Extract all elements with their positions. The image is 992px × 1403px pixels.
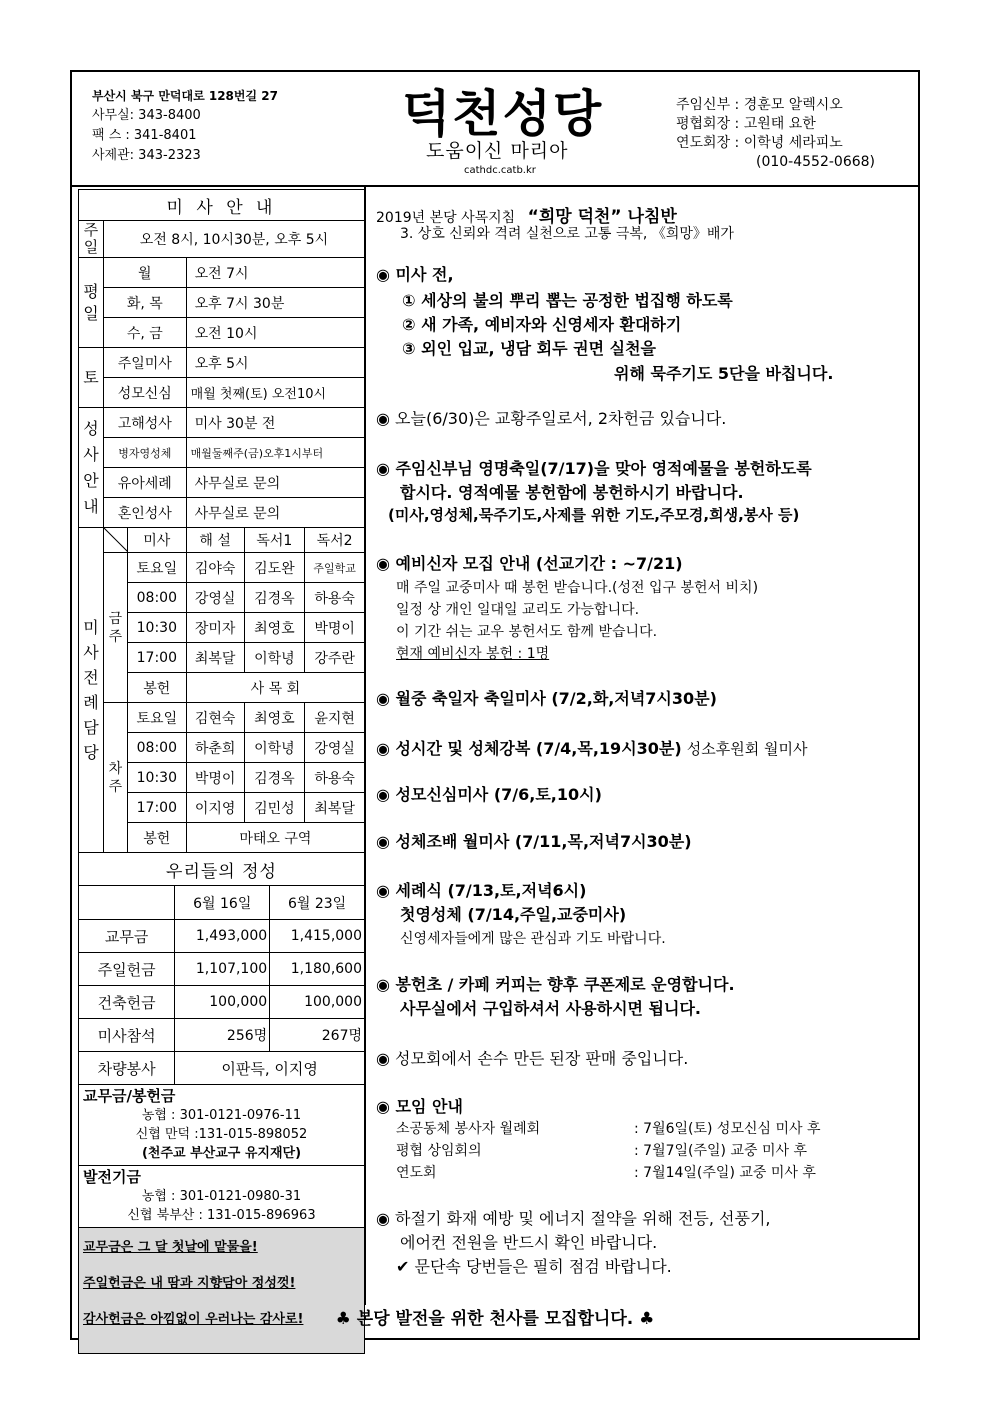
notice-line: 이 기간 쉬는 교우 봉헌서도 함께 받습니다.	[396, 624, 658, 640]
staff-phone: (010-4552-0668)	[756, 154, 876, 170]
staff-yeondo: 연도회장 : 이학녕 세라피노	[676, 135, 843, 151]
offerings-value: 1,107,100	[175, 953, 270, 986]
offerings-label: 건축헌금	[79, 986, 175, 1019]
duty-cell: 강영실	[186, 583, 244, 613]
duty-cell: 이지영	[186, 793, 244, 823]
parish-subtitle: 도움이신 마리아	[426, 140, 569, 162]
sacrament-name: 고해성사	[103, 408, 186, 438]
duty-cell: 17:00	[127, 643, 186, 673]
offerings-value: 1,415,000	[270, 920, 365, 953]
duty-cell: 주일학교	[305, 553, 365, 583]
duty-header: 해 설	[186, 528, 244, 553]
duty-label: 미 사 전 례 담 당	[79, 528, 104, 853]
meeting-when: : 7월6일(토) 성모신심 미사 후	[634, 1121, 821, 1137]
sacrament-info: 사무실로 문의	[186, 468, 364, 498]
duty-cell: 최영호	[244, 613, 305, 643]
notice-feast-3: (미사,영성체,묵주기도,사제를 위한 기도,주모경,희생,봉사 등)	[388, 506, 800, 524]
notice-catechumen: ◉ 예비신자 모집 안내 (선교기간 : ~7/21)	[376, 554, 683, 573]
holy-hour-tail: 성소후원회 월미사	[686, 740, 808, 758]
parish-title: 덕천성당	[402, 85, 604, 143]
duty-header: 독서2	[305, 528, 365, 553]
offering-label: 봉헌	[127, 823, 186, 853]
saturday-time: 오후 5시	[186, 348, 364, 378]
sacrament-name: 혼인성사	[103, 498, 186, 528]
duty-cell: 최복달	[186, 643, 244, 673]
blank-cell	[79, 886, 175, 920]
sacrament-name: 병자영성체	[103, 438, 186, 468]
offerings-value: 100,000	[175, 986, 270, 1019]
account-line: 신협 만덕 :131-015-898052	[135, 1127, 308, 1142]
offerings-label: 교무금	[79, 920, 175, 953]
account-a-title: 교무금/봉헌금	[83, 1087, 176, 1105]
diagonal-cell	[103, 528, 127, 553]
notice-line: 일정 상 개인 일대일 교리도 가능합니다.	[396, 602, 640, 618]
notice-adoration: ◉ 성체조배 월미사 (7/11,목,저녁7시30분)	[376, 832, 692, 851]
offerings-value: 1,493,000	[175, 920, 270, 953]
duty-header: 미사	[127, 528, 186, 553]
holy-hour-main: ◉ 성시간 및 성체강복 (7/4,목,19시30분)	[376, 739, 682, 758]
duty-cell: 최복달	[305, 793, 365, 823]
account-b-title: 발전기금	[83, 1168, 141, 1186]
notice-line: 신영세자들에게 많은 관심과 기도 바랍니다.	[400, 931, 666, 947]
staff-pastor: 주임신부 : 경훈모 알렉시오	[676, 97, 843, 113]
account-line: (천주교 부산교구 유지재단)	[141, 1146, 302, 1161]
duty-cell: 10:30	[127, 763, 186, 793]
notice-meetings: ◉ 모임 안내	[376, 1097, 463, 1116]
offerings-value: 267명	[270, 1019, 365, 1052]
duty-cell: 토요일	[127, 553, 186, 583]
notice-item: ③ 외인 입교, 냉담 회두 권면 실천을	[402, 339, 656, 358]
notice-coupon-2: 사무실에서 구입하셔서 사용하시면 됩니다.	[400, 999, 701, 1018]
duty-cell: 김경옥	[244, 583, 305, 613]
bulletin-frame	[70, 70, 920, 1340]
meeting-when: : 7월7일(주일) 교중 미사 후	[634, 1143, 807, 1159]
duty-cell: 김민성	[244, 793, 305, 823]
notice-energy-3: ✔ 문단속 당번들은 필히 점검 바랍니다.	[396, 1257, 672, 1276]
notice-pope-sunday: ◉ 오늘(6/30)은 교황주일로서, 2차헌금 있습니다.	[376, 409, 727, 428]
slogan: 교무금은 그 달 첫날에 맡물을!	[83, 1240, 258, 1255]
duty-cell: 10:30	[127, 613, 186, 643]
duty-header: 독서1	[244, 528, 305, 553]
mass-title: 미 사 안 내	[79, 190, 365, 221]
notice-pre-mass: ◉ 미사 전,	[376, 265, 454, 284]
offerings-value: 1,180,600	[270, 953, 365, 986]
volunteer-label: 차량봉사	[79, 1052, 175, 1085]
duty-cell: 강영실	[305, 733, 365, 763]
rectory-phone: 사제관: 343-2323	[92, 148, 201, 163]
header	[72, 72, 918, 187]
notice-marian-mass: ◉ 성모신심미사 (7/6,토,10시)	[376, 785, 602, 804]
volunteer-names: 이판득, 이지영	[175, 1052, 365, 1085]
weekday-day: 화, 목	[103, 288, 186, 318]
notice-item-end: 위해 묵주기도 5단을 바칩니다.	[614, 364, 834, 383]
notice-first-communion: 첫영성체 (7/14,주일,교중미사)	[400, 905, 627, 924]
saturday-label: 토	[79, 348, 104, 408]
account-line: 농협 : 301-0121-0976-11	[141, 1108, 302, 1123]
duty-cell: 08:00	[127, 733, 186, 763]
office-phone: 사무실: 343-8400	[92, 108, 201, 123]
sacrament-name: 유아세례	[103, 468, 186, 498]
offerings-title: 우리들의 정성	[79, 853, 365, 886]
weekday-time: 오후 7시 30분	[186, 288, 364, 318]
notice-energy: ◉ 하절기 화재 예방 및 에너지 절약을 위해 전등, 선풍기,	[376, 1209, 771, 1228]
mass-table	[78, 189, 365, 528]
meeting-name: 평협 상임회의	[396, 1143, 482, 1159]
parish-url[interactable]: cathdc.catb.kr	[464, 165, 536, 176]
duty-cell: 최영호	[244, 703, 305, 733]
meeting-when: : 7월14일(주일) 교중 미사 후	[634, 1165, 816, 1181]
sacrament-label: 성 사 안 내	[79, 408, 104, 528]
week2-label: 차 주	[103, 703, 127, 853]
saturday-item: 성모신심	[103, 378, 186, 408]
week1-label: 금 주	[103, 553, 127, 703]
offerings-value: 256명	[175, 1019, 270, 1052]
offering-label: 봉헌	[127, 673, 186, 703]
weekday-day: 수, 금	[103, 318, 186, 348]
notice-doenjang: ◉ 성모회에서 손수 만든 된장 판매 중입니다.	[376, 1049, 689, 1068]
offerings-col: 6월 16일	[175, 886, 270, 920]
meeting-name: 연도회	[396, 1165, 437, 1181]
slogan-box	[78, 1228, 365, 1354]
duty-cell: 김경옥	[244, 763, 305, 793]
notice-item: ② 새 가족, 예비자와 신영세자 환대하기	[402, 315, 682, 334]
sunday-label: 주 일	[79, 221, 104, 258]
duty-cell: 이학녕	[244, 643, 305, 673]
notice-feast-2: 합시다. 영적예물 봉헌함에 봉헌하시기 바랍니다.	[400, 483, 744, 502]
duty-cell: 강주란	[305, 643, 365, 673]
motto: “희망 덕천” 나침반	[527, 207, 677, 227]
meeting-name: 소공동체 봉사자 월례회	[396, 1121, 541, 1137]
duty-cell: 하용숙	[305, 583, 365, 613]
weekday-time: 오전 7시	[186, 258, 364, 288]
offerings-table	[78, 852, 365, 1085]
notice-holy-hour	[376, 736, 807, 759]
offerings-value: 100,000	[270, 986, 365, 1019]
sacrament-info: 매월둘째주(금)오후1시부터	[186, 438, 364, 468]
sacrament-info: 미사 30분 전	[186, 408, 364, 438]
offering-group: 마태오 구역	[186, 823, 364, 853]
catechumen-count: 현재 예비신자 봉헌 : 1명	[396, 646, 550, 662]
duty-cell: 김야숙	[186, 553, 244, 583]
fund-block	[78, 1166, 365, 1228]
weekday-day: 월	[103, 258, 186, 288]
slogan: 주일헌금은 내 땀과 지향담아 정성껏!	[83, 1276, 296, 1291]
duty-table	[78, 527, 365, 853]
sacrament-info: 사무실로 문의	[186, 498, 364, 528]
notice-baptism: ◉ 세례식 (7/13,토,저녁6시)	[376, 881, 587, 900]
duty-cell: 김도완	[244, 553, 305, 583]
staff-council: 평협회장 : 고원태 요한	[676, 116, 816, 132]
account-block	[78, 1085, 365, 1166]
offering-group: 사 목 회	[186, 673, 364, 703]
left-column	[78, 189, 365, 1354]
motto-sub: 3. 상호 신뢰와 격려 실천으로 고통 극복, 《희망》배가	[400, 226, 734, 242]
sunday-times: 오전 8시, 10시30분, 오후 5시	[103, 221, 364, 258]
saturday-time: 매월 첫째(토) 오전10시	[186, 378, 364, 408]
duty-cell: 박명이	[186, 763, 244, 793]
weekday-label: 평 일	[79, 258, 104, 348]
notice-coupon: ◉ 봉헌초 / 카페 커피는 향후 쿠폰제로 운영합니다.	[376, 975, 735, 994]
duty-cell: 이학녕	[244, 733, 305, 763]
weekday-time: 오전 10시	[186, 318, 364, 348]
notice-energy-2: 에어컨 전원을 반드시 확인 바랍니다.	[400, 1233, 658, 1252]
footer-banner: ♣ 본당 발전을 위한 천사를 모집합니다. ♣	[335, 1309, 655, 1329]
duty-cell: 하춘희	[186, 733, 244, 763]
notice-feast-mass: ◉ 월중 축일자 축일미사 (7/2,화,저녁7시30분)	[376, 689, 717, 708]
offerings-label: 미사참석	[79, 1019, 175, 1052]
address: 부산시 북구 만덕대로 128번길 27	[92, 89, 278, 103]
account-line: 농협 : 301-0121-0980-31	[141, 1189, 302, 1204]
notice-feast: ◉ 주임신부님 영명축일(7/17)을 맞아 영적예물을 봉헌하도록	[376, 459, 812, 478]
contact-block	[92, 86, 278, 166]
offerings-label: 주일헌금	[79, 953, 175, 986]
duty-cell: 17:00	[127, 793, 186, 823]
duty-cell: 윤지현	[305, 703, 365, 733]
fax: 팩 스 : 341-8401	[92, 128, 197, 143]
duty-cell: 박명이	[305, 613, 365, 643]
staff-list	[676, 96, 875, 172]
duty-cell: 김현숙	[186, 703, 244, 733]
notice-item: ① 세상의 불의 뿌리 뽑는 공정한 법집행 하도록	[402, 291, 733, 310]
notice-line: 매 주일 교중미사 때 봉헌 받습니다.(성전 입구 봉헌서 비치)	[396, 580, 759, 596]
duty-cell: 하용숙	[305, 763, 365, 793]
duty-cell: 토요일	[127, 703, 186, 733]
duty-cell: 08:00	[127, 583, 186, 613]
motto-prefix: 2019년 본당 사목지침	[376, 210, 516, 226]
offerings-col: 6월 23일	[270, 886, 365, 920]
slogan: 감사헌금은 아낌없이 우러나는 감사로!	[83, 1312, 304, 1327]
account-line: 신협 북부산 : 131-015-896963	[127, 1208, 316, 1223]
duty-cell: 장미자	[186, 613, 244, 643]
saturday-item: 주일미사	[103, 348, 186, 378]
